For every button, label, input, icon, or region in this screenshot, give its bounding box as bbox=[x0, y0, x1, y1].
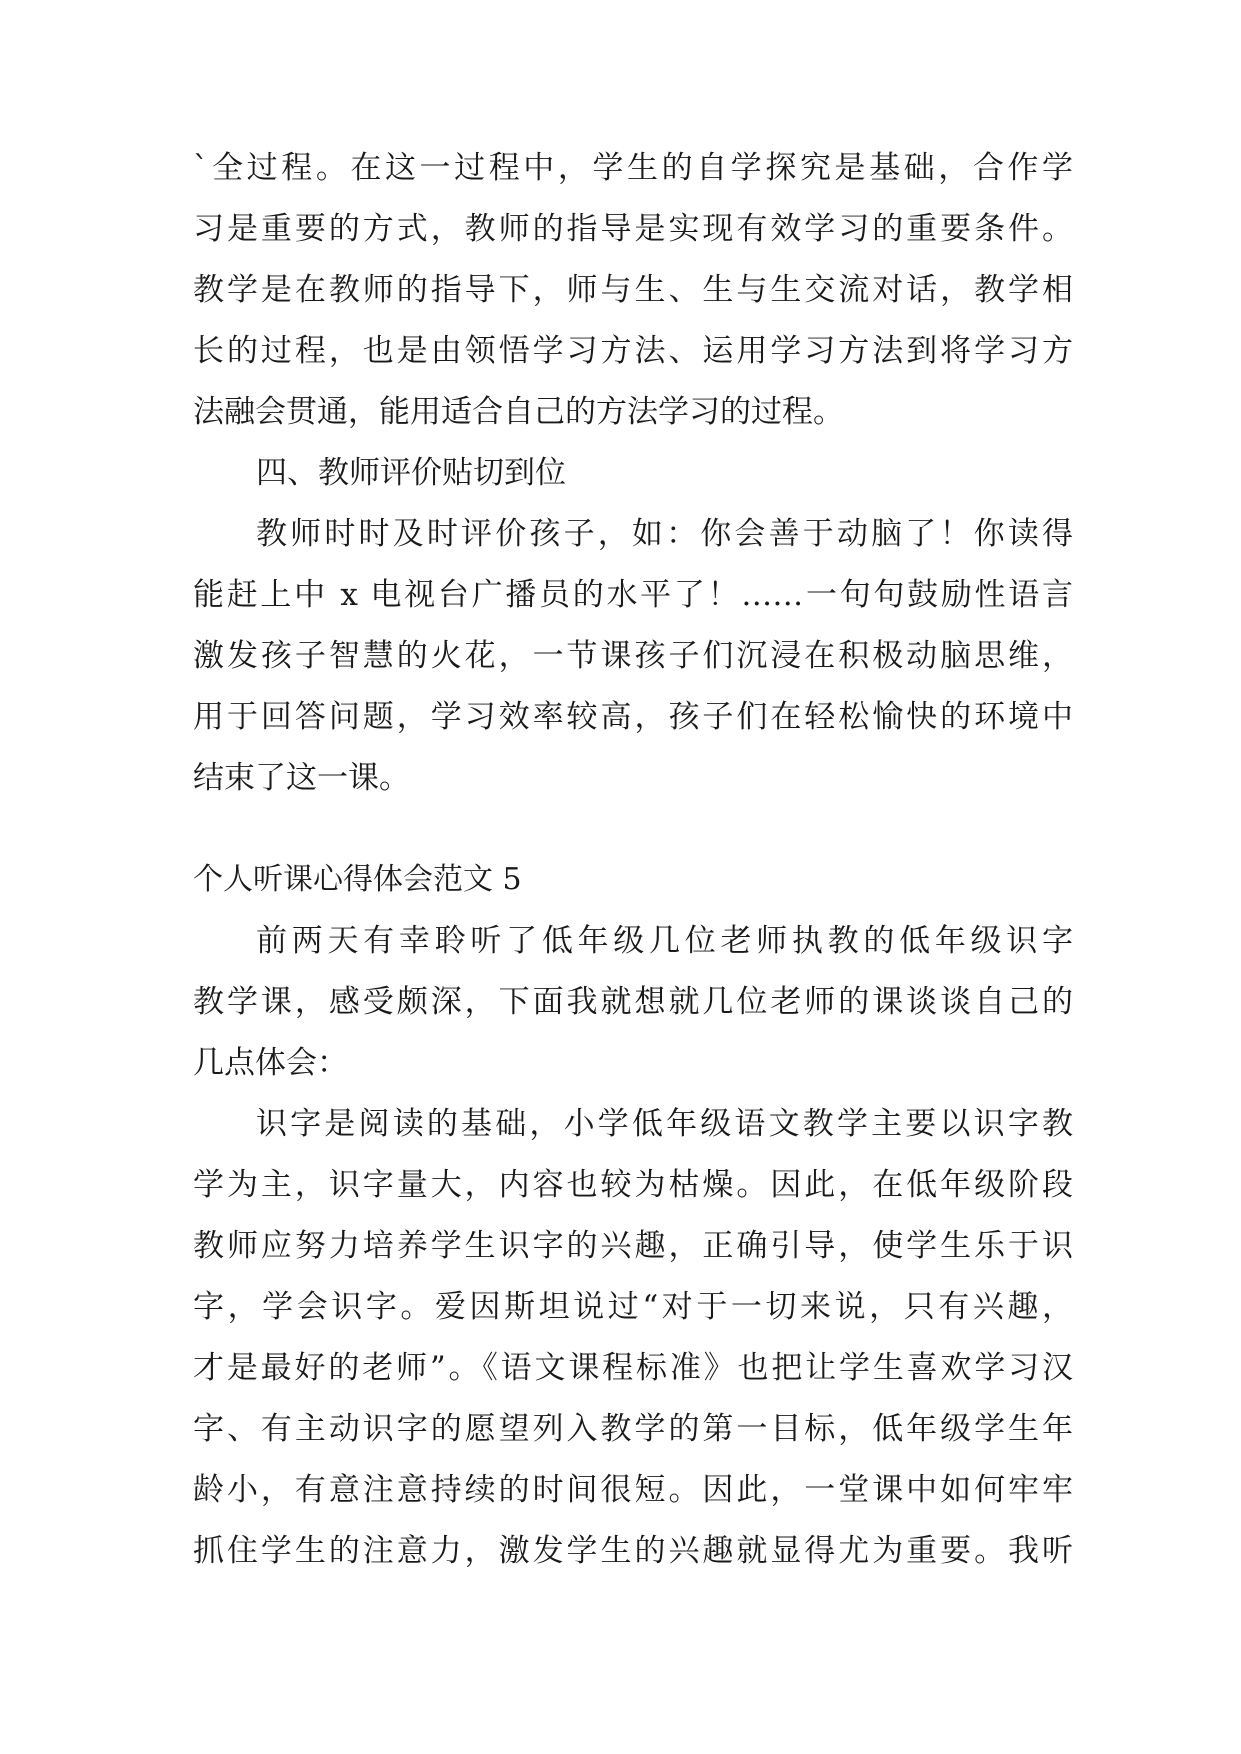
paragraph-line: 激发孩子智慧的火花，一节课孩子们沉浸在积极动脑思维， bbox=[193, 638, 1073, 674]
paragraph-line: `全过程。在这一过程中，学生的自学探究是基础，合作学 bbox=[193, 150, 1073, 186]
paragraph-line: 字，学会识字。爱因斯坦说过“对于一切来说，只有兴趣， bbox=[193, 1289, 1073, 1325]
paragraph-line: 字、有主动识字的愿望列入教学的第一目标，低年级学生年 bbox=[193, 1411, 1073, 1447]
paragraph-line: 教师应努力培养学生识字的兴趣，正确引导，使学生乐于识 bbox=[193, 1228, 1073, 1264]
paragraph-line: 教学是在教师的指导下，师与生、生与生交流对话，教学相 bbox=[193, 272, 1073, 308]
paragraph-line: 结束了这一课。 bbox=[193, 760, 410, 796]
paragraph-line: 前两天有幸聆听了低年级几位老师执教的低年级识字 bbox=[256, 923, 1073, 959]
paragraph-line: 教师时时及时评价孩子，如：你会善于动脑了！你读得 bbox=[256, 516, 1073, 552]
paragraph-line: 教学课，感受颇深，下面我就想就几位老师的课谈谈自己的 bbox=[193, 984, 1073, 1020]
paragraph-line: 才是最好的老师”。《语文课程标准》也把让学生喜欢学习汉 bbox=[193, 1350, 1073, 1386]
paragraph-line: 龄小，有意注意持续的时间很短。因此，一堂课中如何牢牢 bbox=[193, 1472, 1073, 1508]
paragraph-line: 识字是阅读的基础，小学低年级语文教学主要以识字教 bbox=[256, 1106, 1073, 1142]
section-heading: 四、教师评价贴切到位 bbox=[256, 455, 566, 491]
paragraph-line: 抓住学生的注意力，激发学生的兴趣就显得尤为重要。我听 bbox=[193, 1533, 1073, 1569]
paragraph-line: 几点体会： bbox=[193, 1045, 348, 1081]
paragraph-line: 法融会贯通，能用适合自己的方法学习的过程。 bbox=[193, 394, 844, 430]
paragraph-line: 能赶上中 x 电视台广播员的水平了！……一句句鼓励性语言 bbox=[193, 577, 1073, 613]
paragraph-line: 习是重要的方式，教师的指导是实现有效学习的重要条件。 bbox=[193, 211, 1073, 247]
article-title: 个人听课心得体会范文 5 bbox=[193, 862, 522, 897]
paragraph-line: 用于回答问题，学习效率较高，孩子们在轻松愉快的环境中 bbox=[193, 699, 1073, 735]
paragraph-line: 长的过程，也是由领悟学习方法、运用学习方法到将学习方 bbox=[193, 333, 1073, 369]
paragraph-line: 学为主，识字量大，内容也较为枯燥。因此，在低年级阶段 bbox=[193, 1167, 1073, 1203]
